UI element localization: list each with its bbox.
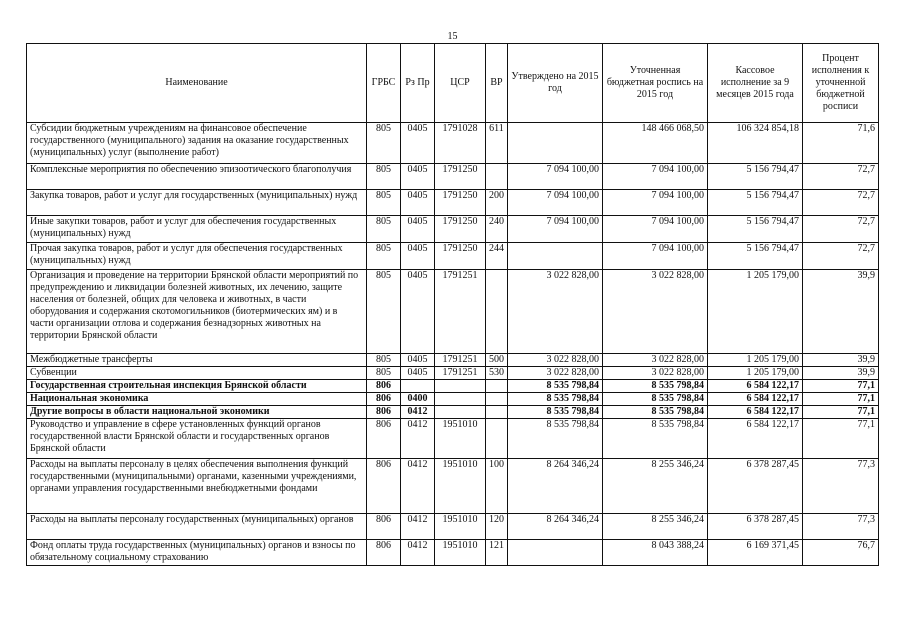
header-row: [27, 44, 879, 123]
refined-cell: 7 094 100,00: [603, 164, 708, 190]
grbs-cell: 806: [367, 514, 401, 540]
vr-cell: 500: [486, 354, 508, 367]
vr-cell: 200: [486, 190, 508, 216]
rzpr-cell: 0405: [401, 354, 435, 367]
percent-cell: 77,1: [803, 393, 879, 406]
name-cell: Субсидии бюджетным учреждениям на финансовое обеспечение государственного (муниципального) задания на оказание государственных (муниципальных) услуг (выполнение работ): [27, 123, 367, 164]
table-row: [27, 459, 879, 514]
cash-cell: 6 378 287,45: [708, 514, 803, 540]
refined-cell: 3 022 828,00: [603, 270, 708, 354]
refined-cell: 7 094 100,00: [603, 216, 708, 243]
vr-cell: [486, 164, 508, 190]
csr-cell: 1791028: [435, 123, 486, 164]
header-grbs: ГРБС: [367, 44, 401, 123]
grbs-cell: 805: [367, 190, 401, 216]
vr-cell: 530: [486, 367, 508, 380]
percent-cell: 72,7: [803, 243, 879, 270]
grbs-cell: 806: [367, 393, 401, 406]
header-vr: ВР: [486, 44, 508, 123]
cash-cell: 6 584 122,17: [708, 419, 803, 459]
rzpr-cell: 0405: [401, 123, 435, 164]
cash-cell: 106 324 854,18: [708, 123, 803, 164]
approved-cell: [508, 243, 603, 270]
name-cell: Прочая закупка товаров, работ и услуг для обеспечения государственных (муниципальных) нужд: [27, 243, 367, 270]
table-row: [27, 393, 879, 406]
vr-cell: 240: [486, 216, 508, 243]
vr-cell: 121: [486, 540, 508, 566]
page-number: 15: [447, 31, 458, 42]
rzpr-cell: 0400: [401, 393, 435, 406]
grbs-cell: 805: [367, 243, 401, 270]
grbs-cell: 805: [367, 123, 401, 164]
name-cell: Закупка товаров, работ и услуг для государственных (муниципальных) нужд: [27, 190, 367, 216]
csr-cell: [435, 393, 486, 406]
table-row: [27, 164, 879, 190]
cash-cell: 6 584 122,17: [708, 406, 803, 419]
refined-cell: 7 094 100,00: [603, 190, 708, 216]
cash-cell: 6 584 122,17: [708, 380, 803, 393]
table-row: [27, 367, 879, 380]
rzpr-cell: 0405: [401, 164, 435, 190]
table-row: [27, 190, 879, 216]
table-row: [27, 406, 879, 419]
approved-cell: 3 022 828,00: [508, 270, 603, 354]
approved-cell: 7 094 100,00: [508, 216, 603, 243]
header-csr: ЦСР: [435, 44, 486, 123]
grbs-cell: 806: [367, 419, 401, 459]
csr-cell: [435, 406, 486, 419]
csr-cell: 1951010: [435, 540, 486, 566]
refined-cell: 148 466 068,50: [603, 123, 708, 164]
header-cash: Кассовое исполнение за 9 месяцев 2015 года: [708, 44, 803, 123]
table-row: [27, 123, 879, 164]
grbs-cell: 806: [367, 459, 401, 514]
rzpr-cell: 0412: [401, 419, 435, 459]
percent-cell: 77,1: [803, 419, 879, 459]
percent-cell: 72,7: [803, 164, 879, 190]
refined-cell: 8 255 346,24: [603, 459, 708, 514]
rzpr-cell: 0412: [401, 514, 435, 540]
header-rzpr: Рз Пр: [401, 44, 435, 123]
grbs-cell: 805: [367, 270, 401, 354]
vr-cell: [486, 270, 508, 354]
header-percent: Процент исполнения к уточненной бюджетной росписи: [803, 44, 879, 123]
cash-cell: 5 156 794,47: [708, 216, 803, 243]
refined-cell: 8 043 388,24: [603, 540, 708, 566]
vr-cell: [486, 419, 508, 459]
csr-cell: 1791250: [435, 216, 486, 243]
approved-cell: [508, 123, 603, 164]
grbs-cell: 805: [367, 216, 401, 243]
table-row: [27, 270, 879, 354]
approved-cell: 3 022 828,00: [508, 367, 603, 380]
name-cell: Национальная экономика: [27, 393, 367, 406]
grbs-cell: 806: [367, 540, 401, 566]
percent-cell: 71,6: [803, 123, 879, 164]
percent-cell: 72,7: [803, 190, 879, 216]
csr-cell: 1791251: [435, 354, 486, 367]
rzpr-cell: 0412: [401, 459, 435, 514]
grbs-cell: 805: [367, 354, 401, 367]
csr-cell: 1791251: [435, 270, 486, 354]
csr-cell: 1791251: [435, 367, 486, 380]
refined-cell: 3 022 828,00: [603, 367, 708, 380]
refined-cell: 3 022 828,00: [603, 354, 708, 367]
rzpr-cell: 0412: [401, 540, 435, 566]
vr-cell: [486, 406, 508, 419]
grbs-cell: 806: [367, 380, 401, 393]
vr-cell: 244: [486, 243, 508, 270]
cash-cell: 6 378 287,45: [708, 459, 803, 514]
percent-cell: 77,1: [803, 406, 879, 419]
grbs-cell: 806: [367, 406, 401, 419]
name-cell: Расходы на выплаты персоналу в целях обеспечения выполнения функций государственными (муниципальными) органами, казенными учреждениями, органами управления государственными внебюджетными фондами: [27, 459, 367, 514]
percent-cell: 77,3: [803, 459, 879, 514]
table-row: [27, 514, 879, 540]
header-refined: Уточненная бюджетная роспись на 2015 год: [603, 44, 708, 123]
vr-cell: 120: [486, 514, 508, 540]
rzpr-cell: 0405: [401, 270, 435, 354]
name-cell: Организация и проведение на территории Брянской области мероприятий по предупреждению и ликвидации болезней животных, их лечению, защите населения от болезней, общих для человека и животных, в части оборудования и содержания скотомогильников (биотермических ям) и в части организации отлова и содержания безнадзорных животных на территории Брянской области: [27, 270, 367, 354]
csr-cell: 1791250: [435, 164, 486, 190]
percent-cell: 76,7: [803, 540, 879, 566]
csr-cell: 1791250: [435, 190, 486, 216]
csr-cell: 1791250: [435, 243, 486, 270]
cash-cell: 5 156 794,47: [708, 190, 803, 216]
approved-cell: 8 535 798,84: [508, 393, 603, 406]
table-row: [27, 354, 879, 367]
refined-cell: 8 535 798,84: [603, 393, 708, 406]
percent-cell: 77,3: [803, 514, 879, 540]
refined-cell: 8 255 346,24: [603, 514, 708, 540]
vr-cell: 611: [486, 123, 508, 164]
table-row: [27, 243, 879, 270]
grbs-cell: 805: [367, 367, 401, 380]
percent-cell: 39,9: [803, 367, 879, 380]
refined-cell: 8 535 798,84: [603, 406, 708, 419]
header-name: Наименование: [27, 44, 367, 123]
name-cell: Другие вопросы в области национальной экономики: [27, 406, 367, 419]
name-cell: Руководство и управление в сфере установленных функций органов государственной власти Брянской области и государственных органов Брянской области: [27, 419, 367, 459]
name-cell: Расходы на выплаты персоналу государственных (муниципальных) органов: [27, 514, 367, 540]
rzpr-cell: 0405: [401, 216, 435, 243]
name-cell: Иные закупки товаров, работ и услуг для обеспечения государственных (муниципальных) нужд: [27, 216, 367, 243]
csr-cell: 1951010: [435, 514, 486, 540]
cash-cell: 5 156 794,47: [708, 243, 803, 270]
approved-cell: [508, 540, 603, 566]
cash-cell: 1 205 179,00: [708, 367, 803, 380]
vr-cell: [486, 380, 508, 393]
table-row: [27, 380, 879, 393]
percent-cell: 39,9: [803, 354, 879, 367]
vr-cell: 100: [486, 459, 508, 514]
percent-cell: 39,9: [803, 270, 879, 354]
approved-cell: 7 094 100,00: [508, 164, 603, 190]
refined-cell: 7 094 100,00: [603, 243, 708, 270]
percent-cell: 77,1: [803, 380, 879, 393]
budget-table: [26, 43, 879, 566]
name-cell: Субвенции: [27, 367, 367, 380]
grbs-cell: 805: [367, 164, 401, 190]
approved-cell: 3 022 828,00: [508, 354, 603, 367]
name-cell: Государственная строительная инспекция Брянской области: [27, 380, 367, 393]
cash-cell: 6 169 371,45: [708, 540, 803, 566]
name-cell: Комплексные мероприятия по обеспечению эпизоотического благополучия: [27, 164, 367, 190]
percent-cell: 72,7: [803, 216, 879, 243]
rzpr-cell: 0405: [401, 190, 435, 216]
approved-cell: 8 264 346,24: [508, 459, 603, 514]
table-row: [27, 419, 879, 459]
table-row: [27, 540, 879, 566]
cash-cell: 1 205 179,00: [708, 270, 803, 354]
rzpr-cell: 0405: [401, 367, 435, 380]
refined-cell: 8 535 798,84: [603, 419, 708, 459]
cash-cell: 1 205 179,00: [708, 354, 803, 367]
approved-cell: 8 535 798,84: [508, 406, 603, 419]
name-cell: Фонд оплаты труда государственных (муниципальных) органов и взносы по обязательному социальному страхованию: [27, 540, 367, 566]
csr-cell: 1951010: [435, 419, 486, 459]
cash-cell: 6 584 122,17: [708, 393, 803, 406]
rzpr-cell: 0405: [401, 243, 435, 270]
approved-cell: 8 535 798,84: [508, 380, 603, 393]
approved-cell: 8 535 798,84: [508, 419, 603, 459]
vr-cell: [486, 393, 508, 406]
approved-cell: 7 094 100,00: [508, 190, 603, 216]
cash-cell: 5 156 794,47: [708, 164, 803, 190]
rzpr-cell: [401, 380, 435, 393]
name-cell: Межбюджетные трансферты: [27, 354, 367, 367]
header-approved: Утверждено на 2015 год: [508, 44, 603, 123]
csr-cell: [435, 380, 486, 393]
refined-cell: 8 535 798,84: [603, 380, 708, 393]
csr-cell: 1951010: [435, 459, 486, 514]
table-row: [27, 216, 879, 243]
rzpr-cell: 0412: [401, 406, 435, 419]
approved-cell: 8 264 346,24: [508, 514, 603, 540]
